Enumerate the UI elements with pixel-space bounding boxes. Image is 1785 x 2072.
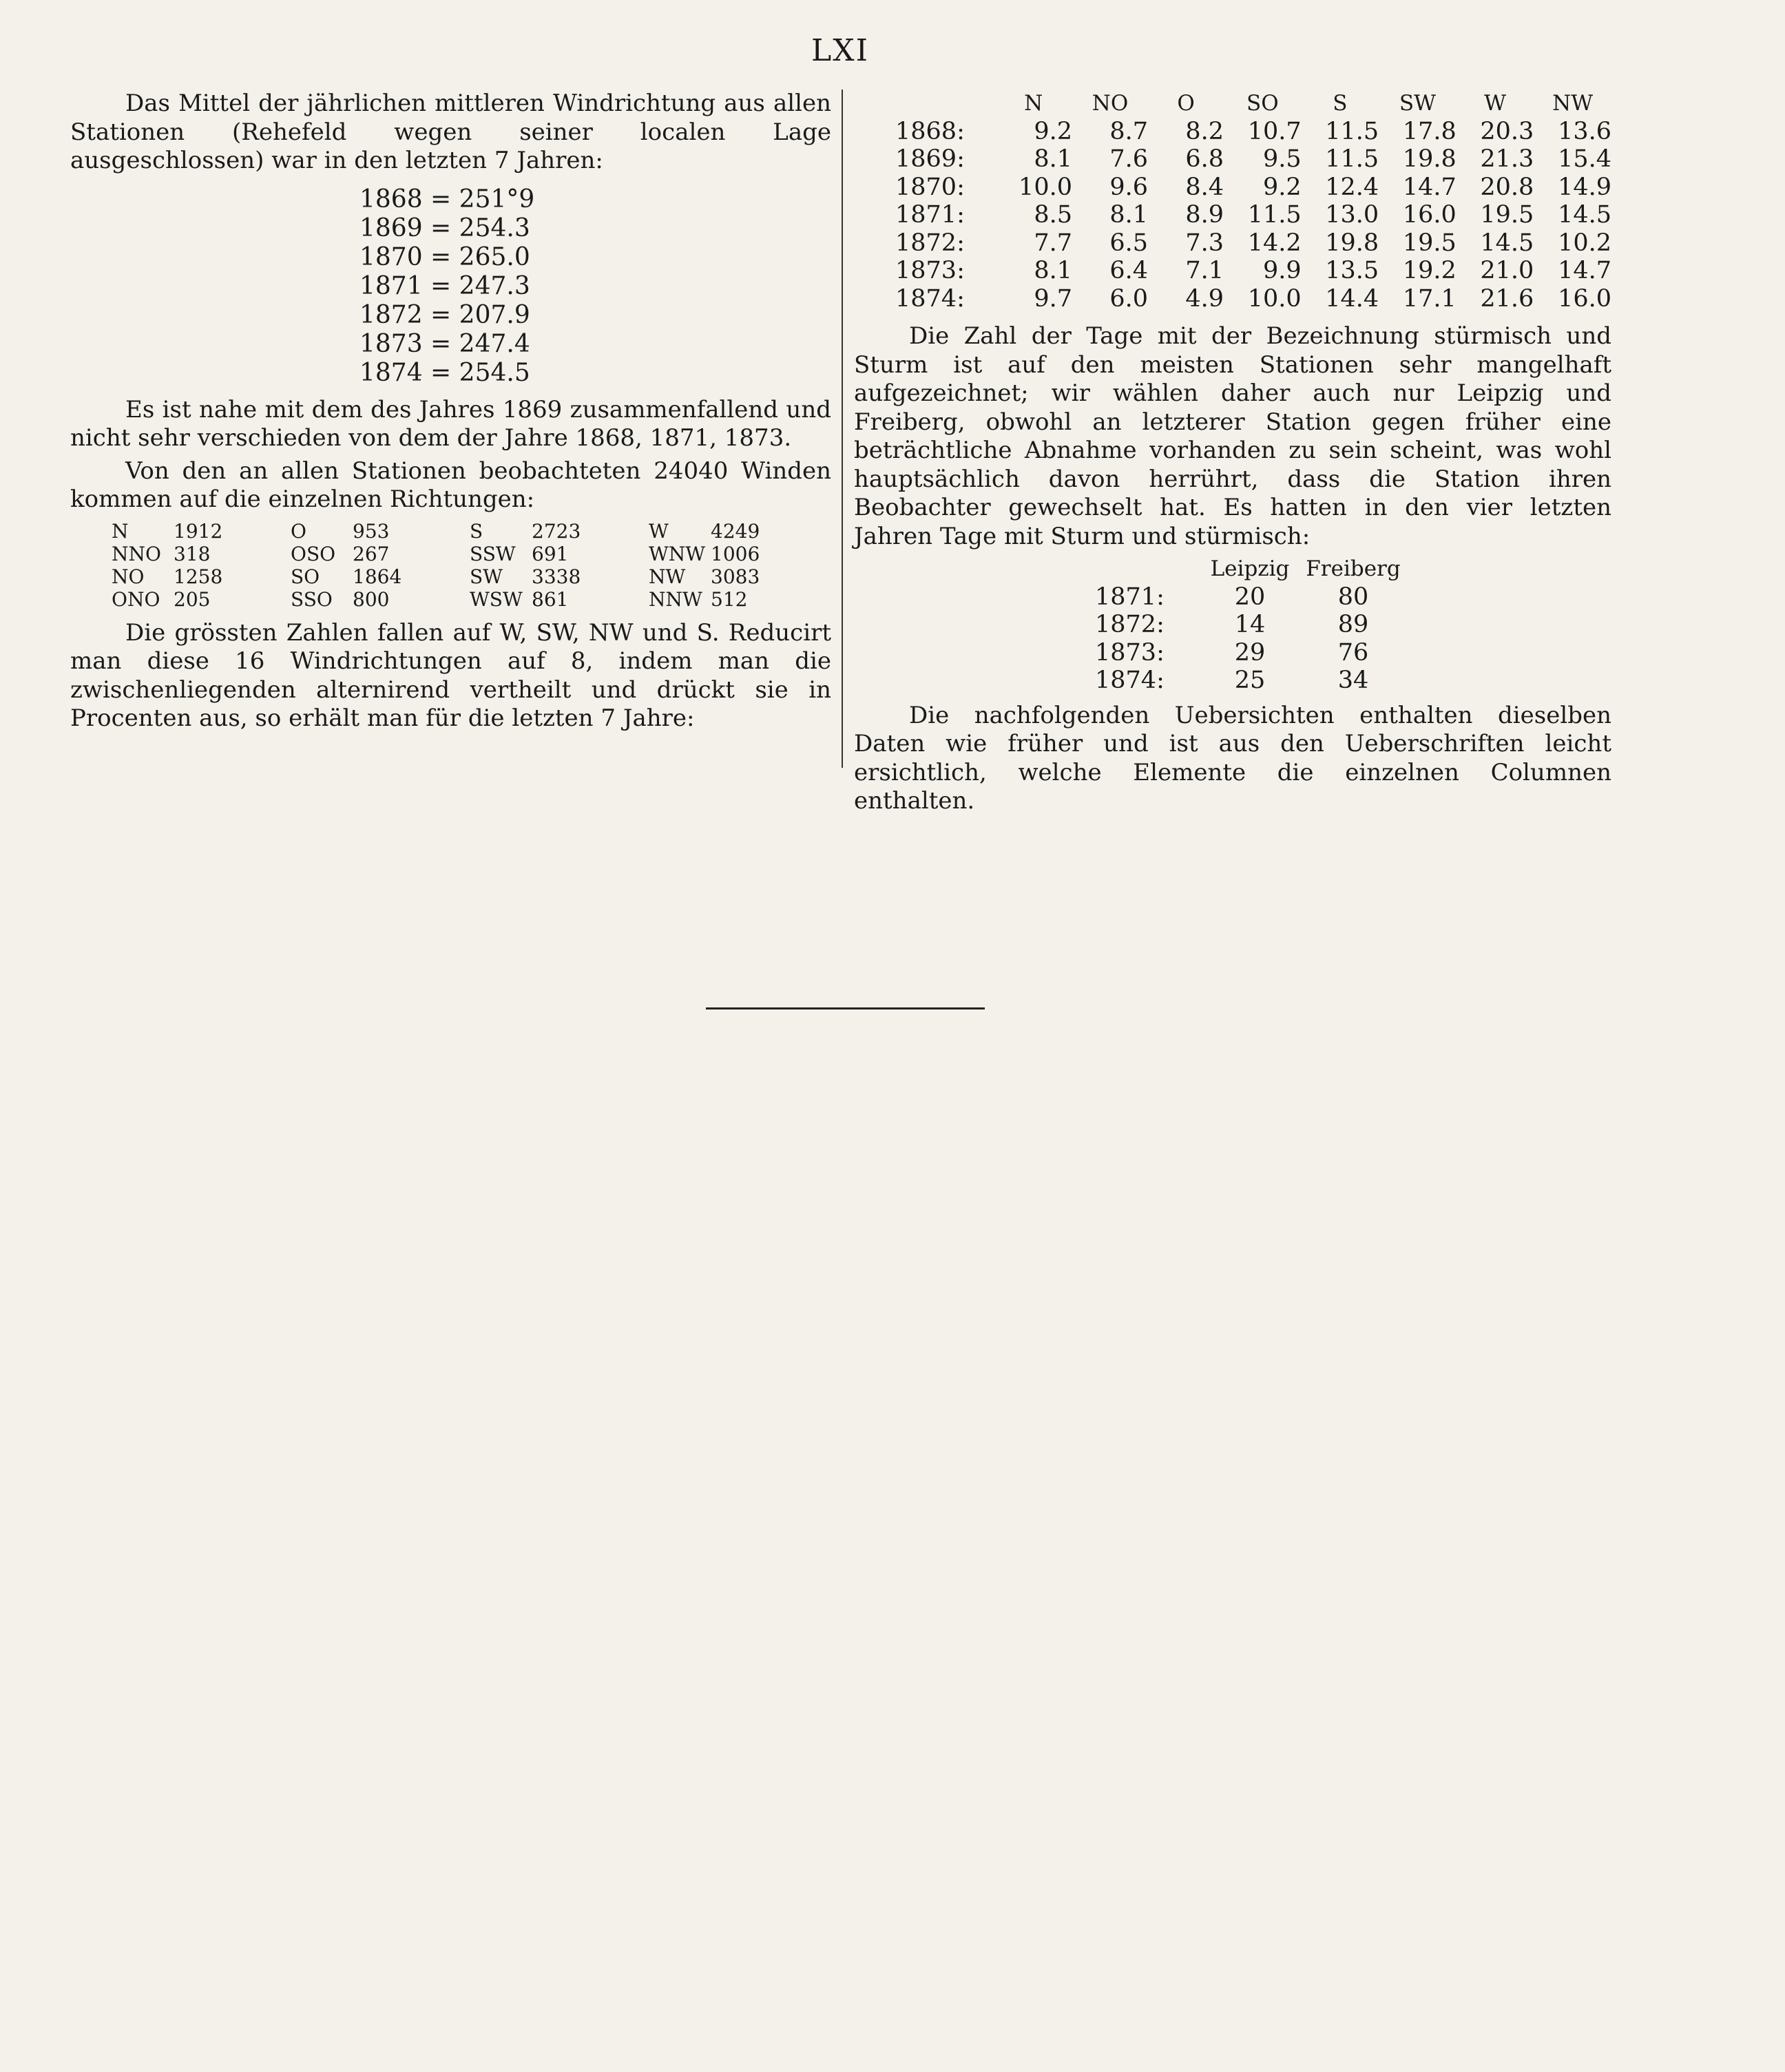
- table-cell: 6.5: [1109, 229, 1149, 257]
- direction-label: NW: [649, 565, 686, 588]
- paragraph-wind-mean: Das Mittel der jährlichen mittleren Windrichtung aus allen Stationen (Rehefeld wegen seiner localen Lage ausgeschlossen) war in den letzten 7 Jahren:: [70, 90, 831, 174]
- table-cell: 13.0: [1325, 201, 1379, 229]
- table-corner: [1095, 555, 1198, 583]
- table-cell: 20: [1234, 583, 1266, 611]
- table-cell: 19.8: [1325, 229, 1379, 257]
- table-cell: 21.6: [1480, 284, 1534, 313]
- row-year: 1874:: [895, 284, 965, 313]
- paragraph-percent-intro: Die grössten Zahlen fallen auf W, SW, NW und S. Reducirt man diese 16 Windrichtungen auf 8, indem man die zwischenliegenden alternirend vertheilt und drückt sie in Procenten aus, so erhält man für die letzten 7 Jahre:: [70, 618, 831, 732]
- table-cell: 9.2: [1262, 173, 1302, 201]
- column-divider: [842, 90, 843, 768]
- direction-count: 2723: [532, 519, 581, 543]
- table-cell: 7.6: [1109, 145, 1149, 173]
- table-cell: 9.6: [1109, 173, 1149, 201]
- direction-label: WSW: [470, 587, 523, 611]
- storm-days-table: [1095, 555, 1405, 695]
- column-header: W: [1484, 91, 1506, 116]
- table-cell: 8.1: [1034, 257, 1072, 284]
- direction-count: 512: [711, 587, 748, 611]
- direction-count: 953: [353, 519, 390, 543]
- row-year: 1873:: [1095, 638, 1165, 667]
- table-row: [1095, 583, 1405, 611]
- column-header: Leipzig: [1210, 556, 1290, 581]
- table-cell: 14.9: [1558, 173, 1611, 201]
- direction-count: 1006: [711, 542, 760, 565]
- table-cell: 25: [1234, 667, 1266, 694]
- table-cell: 14.5: [1480, 229, 1534, 257]
- table-row: [895, 174, 1611, 202]
- wind-percentage-table: [895, 90, 1611, 313]
- table-cell: 14.7: [1402, 173, 1457, 201]
- column-header: NO: [1092, 91, 1129, 116]
- row-year: 1872:: [1095, 611, 1165, 638]
- table-cell: 29: [1234, 638, 1266, 667]
- table-cell: 8.1: [1109, 201, 1149, 229]
- table-cell: 9.5: [1262, 145, 1302, 173]
- table-cell: 21.3: [1480, 145, 1534, 173]
- table-cell: 8.4: [1185, 173, 1224, 201]
- paragraph-comparison: Es ist nahe mit dem des Jahres 1869 zusammenfallend und nicht sehr verschieden von dem der Jahre 1868, 1871, 1873.: [70, 395, 831, 452]
- left-column: [70, 90, 831, 733]
- year-value: 1870 = 265.0: [359, 242, 530, 271]
- direction-label: SSO: [291, 587, 333, 611]
- paragraph-wind-count: Von den an allen Stationen beobachteten 24040 Winden kommen auf die einzelnen Richtungen:: [70, 457, 831, 513]
- table-cell: 15.4: [1558, 145, 1611, 173]
- table-cell: 7.1: [1185, 257, 1224, 284]
- table-cell: 7.7: [1034, 229, 1072, 257]
- direction-label: OSO: [291, 542, 336, 565]
- table-cell: 9.2: [1034, 117, 1072, 145]
- table-cell: 11.5: [1247, 201, 1302, 229]
- table-cell: 8.1: [1034, 145, 1072, 173]
- table-row: [895, 285, 1611, 313]
- direction-label: NNO: [112, 542, 161, 565]
- table-cell: 6.8: [1185, 145, 1224, 173]
- table-corner: [895, 90, 994, 118]
- table-cell: 10.7: [1247, 117, 1302, 145]
- direction-count: 3338: [532, 565, 581, 588]
- direction-count: 1912: [174, 519, 223, 543]
- direction-count: 3083: [711, 565, 760, 588]
- table-cell: 14.4: [1325, 284, 1379, 313]
- direction-label: WNW: [649, 542, 706, 565]
- table-row: [112, 543, 828, 565]
- table-cell: 14: [1234, 611, 1266, 638]
- column-header: Freiberg: [1306, 556, 1401, 581]
- table-cell: 10.2: [1558, 229, 1611, 257]
- row-year: 1874:: [1095, 667, 1165, 694]
- table-cell: 16.0: [1402, 201, 1457, 229]
- table-cell: 14.7: [1558, 257, 1611, 284]
- table-cell: 19.5: [1402, 229, 1457, 257]
- column-header: N: [1024, 91, 1043, 116]
- table-row: [895, 201, 1611, 229]
- table-cell: 14.5: [1558, 201, 1611, 229]
- table-row: [895, 145, 1611, 174]
- direction-count: 267: [353, 542, 390, 565]
- direction-label: N: [112, 519, 129, 543]
- row-year: 1869:: [895, 145, 965, 173]
- row-year: 1872:: [895, 229, 965, 257]
- table-cell: 19.5: [1480, 201, 1534, 229]
- table-cell: 8.9: [1185, 201, 1224, 229]
- column-header: S: [1333, 91, 1348, 116]
- table-cell: 16.0: [1558, 284, 1611, 313]
- table-cell: 76: [1337, 638, 1369, 667]
- table-row: [112, 588, 828, 611]
- direction-label: O: [291, 519, 306, 543]
- table-cell: 11.5: [1325, 145, 1379, 173]
- row-year: 1871:: [1095, 583, 1165, 611]
- table-cell: 14.2: [1247, 229, 1302, 257]
- table-cell: 17.8: [1402, 117, 1457, 145]
- wind-direction-count-table: [112, 520, 828, 611]
- year-value: 1872 = 207.9: [359, 300, 530, 329]
- column-header: SW: [1399, 91, 1437, 116]
- direction-label: SSW: [470, 542, 516, 565]
- table-cell: 8.2: [1185, 117, 1224, 145]
- direction-count: 1258: [174, 565, 223, 588]
- column-header: NW: [1552, 91, 1594, 116]
- paragraph-overview-note: Die nachfolgenden Uebersichten enthalten dieselben Daten wie früher und ist aus den Ueberschriften leicht ersichtlich, welche Elemente die einzelnen Columnen enthalten.: [854, 701, 1611, 815]
- direction-label: SW: [470, 565, 503, 588]
- table-cell: 11.5: [1325, 117, 1379, 145]
- table-row: [112, 520, 828, 543]
- column-header: SO: [1246, 91, 1279, 116]
- table-row: [1095, 667, 1405, 695]
- direction-count: 691: [532, 542, 569, 565]
- direction-label: SO: [291, 565, 320, 588]
- direction-label: NO: [112, 565, 145, 588]
- table-cell: 17.1: [1402, 284, 1457, 313]
- paragraph-storm-days: Die Zahl der Tage mit der Bezeichnung stürmisch und Sturm ist auf den meisten Stationen sehr mangelhaft aufgezeichnet; wir wählen daher auch nur Leipzig und Freiberg, obwohl an letzterer Station gegen früher eine beträchtliche Abnahme vorhanden zu sein scheint, was wohl hauptsächlich davon herrührt, dass die Station ihren Beobachter gewechselt hat. Es hatten in den vier letzten Jahren Tage mit Sturm und stürmisch:: [854, 322, 1611, 550]
- direction-label: S: [470, 519, 483, 543]
- table-cell: 12.4: [1325, 173, 1379, 201]
- year-value: 1871 = 247.3: [359, 271, 530, 300]
- direction-label: NNW: [649, 587, 702, 611]
- row-year: 1871:: [895, 201, 965, 229]
- section-end-rule: [706, 1007, 985, 1009]
- table-cell: 89: [1337, 611, 1369, 638]
- table-cell: 10.0: [1019, 173, 1072, 201]
- right-column: [854, 90, 1611, 816]
- table-cell: 20.8: [1480, 173, 1534, 201]
- table-cell: 9.9: [1262, 257, 1302, 284]
- table-row: [895, 257, 1611, 285]
- row-year: 1870:: [895, 173, 965, 201]
- direction-count: 1864: [353, 565, 402, 588]
- table-cell: 80: [1337, 583, 1369, 611]
- table-cell: 9.7: [1034, 284, 1072, 313]
- direction-count: 4249: [711, 519, 760, 543]
- direction-label: W: [649, 519, 669, 543]
- row-year: 1868:: [895, 117, 965, 145]
- table-cell: 19.8: [1402, 145, 1457, 173]
- year-value: 1868 = 251°9: [359, 185, 535, 213]
- table-cell: 10.0: [1247, 284, 1302, 313]
- table-row: [895, 229, 1611, 258]
- table-cell: 21.0: [1480, 257, 1534, 284]
- table-row: [895, 118, 1611, 146]
- table-cell: 19.2: [1402, 257, 1457, 284]
- table-cell: 6.0: [1109, 284, 1149, 313]
- column-header: O: [1177, 91, 1195, 116]
- table-row: [112, 565, 828, 588]
- table-cell: 7.3: [1185, 229, 1224, 257]
- table-cell: 13.6: [1558, 117, 1611, 145]
- table-row: [1095, 611, 1405, 639]
- direction-label: ONO: [112, 587, 160, 611]
- table-cell: 8.5: [1034, 201, 1072, 229]
- direction-count: 800: [353, 587, 390, 611]
- direction-count: 318: [174, 542, 211, 565]
- yearly-mean-direction-list: [359, 185, 831, 388]
- page-number: LXI: [811, 33, 869, 68]
- direction-count: 861: [532, 587, 569, 611]
- table-cell: 20.3: [1480, 117, 1534, 145]
- table-cell: 4.9: [1185, 284, 1224, 313]
- table-cell: 13.5: [1325, 257, 1379, 284]
- year-value: 1873 = 247.4: [359, 329, 530, 358]
- year-value: 1874 = 254.5: [359, 358, 530, 387]
- table-row: [1095, 639, 1405, 667]
- direction-count: 205: [174, 587, 211, 611]
- row-year: 1873:: [895, 257, 965, 284]
- table-cell: 34: [1337, 667, 1369, 694]
- table-cell: 8.7: [1109, 117, 1149, 145]
- table-cell: 6.4: [1109, 257, 1149, 284]
- year-value: 1869 = 254.3: [359, 213, 530, 242]
